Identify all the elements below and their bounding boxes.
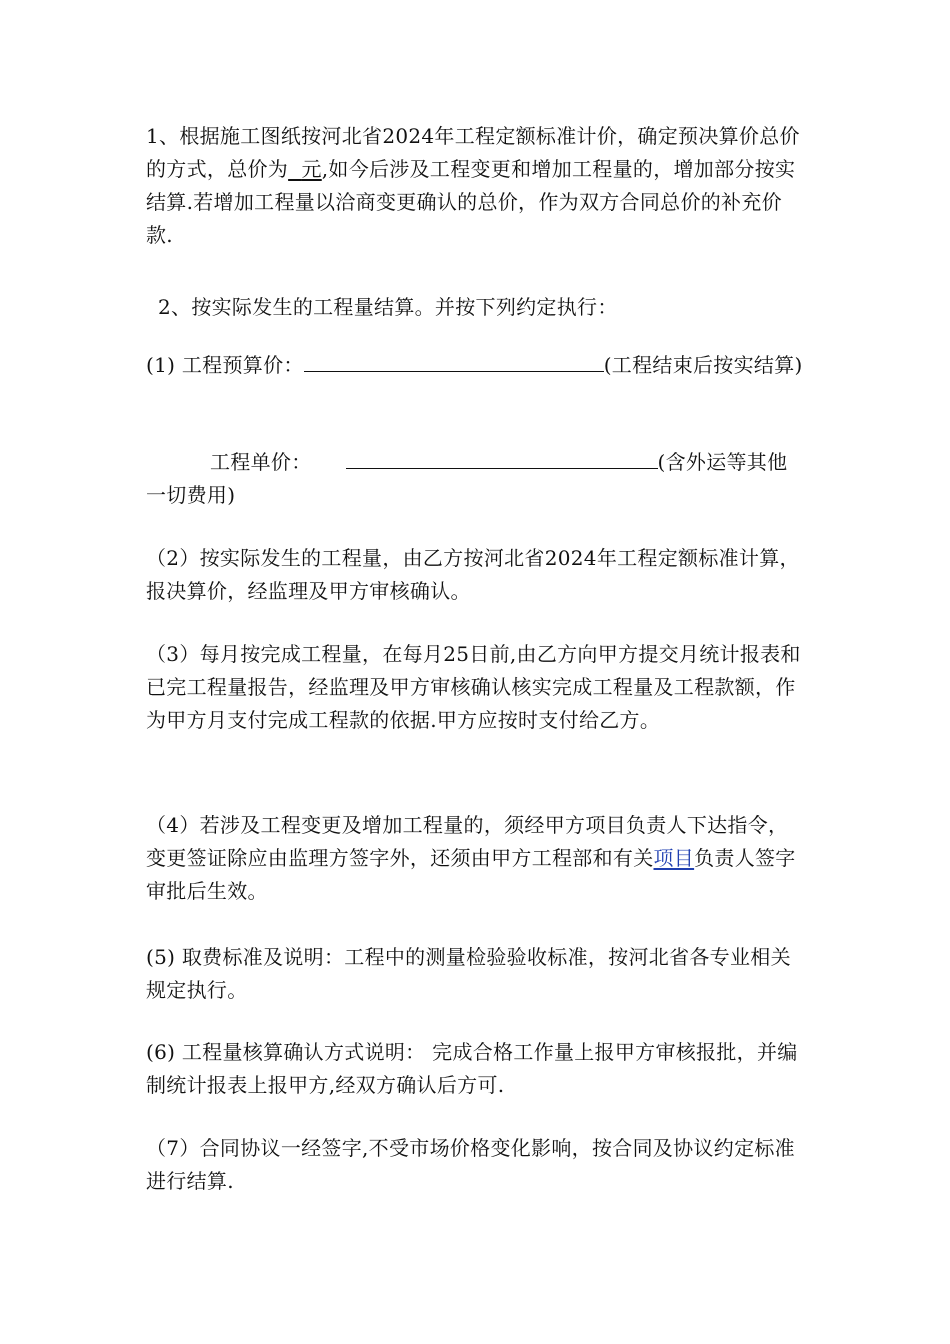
total-price-unit: 元	[301, 157, 322, 181]
project-link[interactable]: 项目	[653, 846, 695, 870]
paragraph-7	[146, 809, 806, 908]
budget-price-note: (工程结束后按实结算)	[603, 353, 803, 377]
paragraph-9: (6) 工程量核算确认方式说明： 完成合格工作量上报甲方审核报批，并编制统计报表上报甲方,经双方确认后方可.	[146, 1040, 798, 1097]
budget-price-label: (1) 工程预算价：	[146, 353, 304, 377]
unit-price-note: (含外运等其他一切费用)	[146, 450, 788, 507]
paragraph-6: （3）每月按完成工程量，在每月25日前,由乙方向甲方提交月统计报表和已完工程量报告，经监理及甲方审核确认核实完成工程量及工程款额，作为甲方月支付完成工程款的依据.甲方应按时支付给乙方。	[146, 642, 801, 732]
paragraph-8: (5) 取费标准及说明：工程中的测量检验验收标准，按河北省各专业相关规定执行。	[146, 945, 791, 1002]
paragraph-7-text-b: 负责人签字审批后生效。	[146, 846, 796, 903]
paragraph-2: 2、按实际发生的工程量结算。并按下列约定执行：	[158, 295, 618, 319]
budget-price-blank	[304, 349, 604, 372]
paragraph-5: （2）按实际发生的工程量，由乙方按河北省2024年工程定额标准计算，报决算价，经监理及甲方审核确认。	[146, 546, 800, 603]
paragraph-4	[146, 446, 806, 512]
paragraph-7-text-a: （4）若涉及工程变更及增加工程量的，须经甲方项目负责人下达指令，变更签证除应由监理方签字外，还须由甲方工程部和有关	[146, 813, 789, 870]
total-price-blank	[288, 157, 301, 181]
unit-price-blank	[346, 446, 658, 469]
paragraph-10: （7）合同协议一经签字,不受市场价格变化影响，按合同及协议约定标准进行结算.	[146, 1136, 795, 1193]
paragraph-1-text-b: ,如今后涉及工程变更和增加工程量的，增加部分按实结算.若增加工程量以洽商变更确认的总价，作为双方合同总价的补充价款.	[146, 157, 796, 247]
paragraph-3	[146, 349, 806, 382]
paragraph-1	[146, 120, 806, 252]
paragraph-1-text-a: 1、根据施工图纸按河北省2024年工程定额标准计价，确定预决算价总价的方式，总价为	[146, 124, 800, 181]
unit-price-label: 工程单价：	[210, 450, 312, 474]
